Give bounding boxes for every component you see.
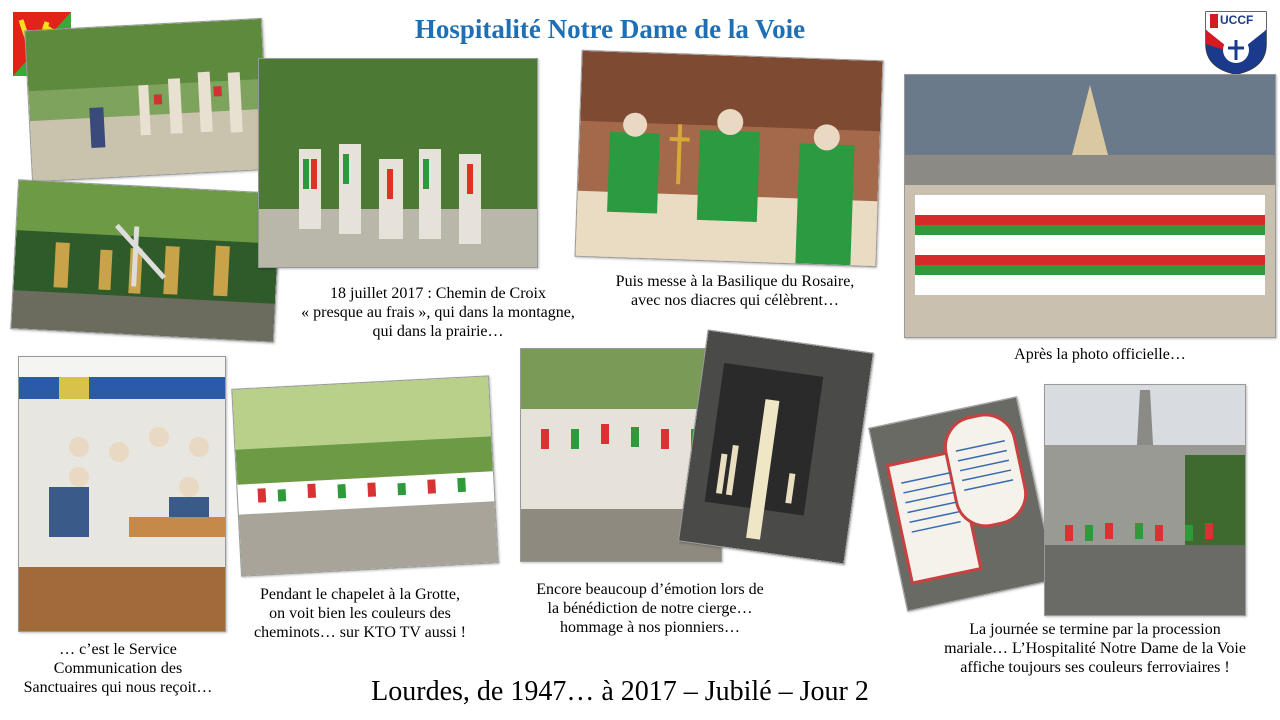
photo-procession-basilique bbox=[1044, 384, 1246, 616]
caption-cierge: Encore beaucoup d’émotion lors de la bénédiction de notre cierge… hommage à nos pionniers… bbox=[536, 581, 764, 636]
photo-chemin-montagne bbox=[24, 18, 270, 182]
uccf-logo bbox=[1204, 10, 1268, 76]
uccf-logo-text: UCCF bbox=[1220, 13, 1254, 27]
photo-service-communication bbox=[18, 356, 226, 632]
photo-cierge bbox=[678, 329, 874, 564]
caption-chapelet: Pendant le chapelet à la Grotte, on voit bien les couleurs des cheminots… sur KTO TV aussi ! bbox=[254, 586, 466, 641]
page-footer: Lourdes, de 1947… à 2017 – Jubilé – Jour 2 bbox=[371, 676, 869, 707]
caption-messe: Puis messe à la Basilique du Rosaire, avec nos diacres qui célèbrent… bbox=[615, 273, 855, 309]
photo-livret-lourdes bbox=[868, 396, 1056, 611]
photo-groupe-prairie bbox=[258, 58, 538, 268]
caption-chemin-croix: 18 juillet 2017 : Chemin de Croix « presque au frais », qui dans la montagne, qui dans la prairie… bbox=[301, 285, 575, 340]
photo-chapelet-grotte bbox=[231, 375, 498, 576]
caption-procession: La journée se termine par la procession mariale… L’Hospitalité Notre Dame de la Voie affiche toujours ses couleurs ferroviaires ! bbox=[944, 621, 1246, 676]
photo-chemin-croix-statues bbox=[10, 179, 281, 343]
caption-photo-officielle: Après la photo officielle… bbox=[1014, 346, 1186, 363]
photo-messe-basilique bbox=[574, 50, 883, 267]
caption-service-communication: … c’est le Service Communication des Sanctuaires qui nous reçoit… bbox=[23, 641, 213, 696]
photo-officielle bbox=[904, 74, 1276, 338]
page-title: Hospitalité Notre Dame de la Voie bbox=[414, 14, 806, 44]
